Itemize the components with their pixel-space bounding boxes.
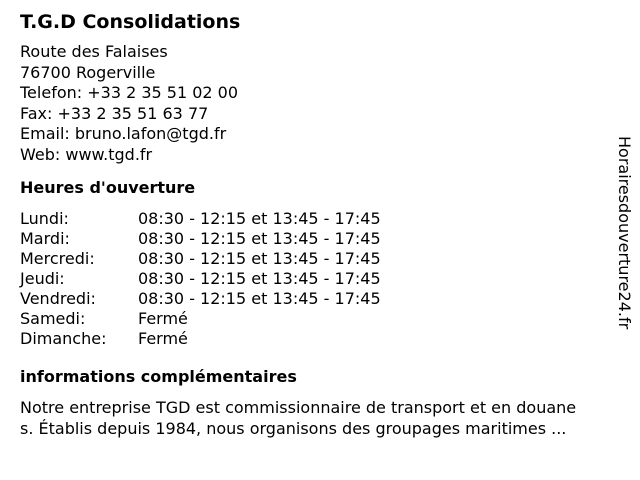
day-label: Jeudi: <box>20 269 65 288</box>
street-address: Route des Falaises <box>20 42 168 61</box>
hours-row-thursday <box>20 269 620 289</box>
hours-row-wednesday <box>20 249 620 269</box>
day-label: Vendredi: <box>20 289 96 308</box>
day-label: Dimanche: <box>20 329 107 348</box>
city-line: 76700 Rogerville <box>20 62 156 82</box>
phone-line: Telefon: +33 2 35 51 02 00 <box>20 83 239 102</box>
opening-hours-list <box>20 209 620 349</box>
time-value: Fermé <box>138 309 188 328</box>
day-label: Lundi: <box>20 209 69 228</box>
web-line: Web: www.tgd.fr <box>20 144 153 164</box>
company-name: T.G.D Consolidations <box>20 11 241 33</box>
day-label: Mercredi: <box>20 249 95 268</box>
additional-info-heading: informations complémentaires <box>20 367 297 386</box>
hours-row-sunday <box>20 329 620 349</box>
hours-row-tuesday <box>20 229 620 249</box>
additional-info-text <box>20 397 620 439</box>
hours-row-friday <box>20 289 620 309</box>
time-value: 08:30 - 12:15 et 13:45 - 17:45 <box>138 289 381 308</box>
info-text-line-1: Notre entreprise TGD est commissionnaire de transport et en douane <box>20 398 577 417</box>
business-card <box>20 10 620 439</box>
hours-row-saturday <box>20 309 620 329</box>
email-line: Email: bruno.lafon@tgd.fr <box>20 124 227 143</box>
time-value: 08:30 - 12:15 et 13:45 - 17:45 <box>138 229 381 248</box>
time-value: 08:30 - 12:15 et 13:45 - 17:45 <box>138 209 381 228</box>
contact-block <box>20 42 620 165</box>
site-watermark: Horairesdouverture24.fr <box>615 136 634 330</box>
day-label: Mardi: <box>20 229 70 248</box>
hours-heading: Heures d'ouverture <box>20 178 196 197</box>
fax-line: Fax: +33 2 35 51 63 77 <box>20 103 209 123</box>
hours-row-monday <box>20 209 620 229</box>
time-value: Fermé <box>138 329 188 348</box>
time-value: 08:30 - 12:15 et 13:45 - 17:45 <box>138 269 381 288</box>
day-label: Samedi: <box>20 309 86 328</box>
time-value: 08:30 - 12:15 et 13:45 - 17:45 <box>138 249 381 268</box>
info-text-line-2: s. Établis depuis 1984, nous organisons des groupages maritimes ... <box>20 419 567 438</box>
